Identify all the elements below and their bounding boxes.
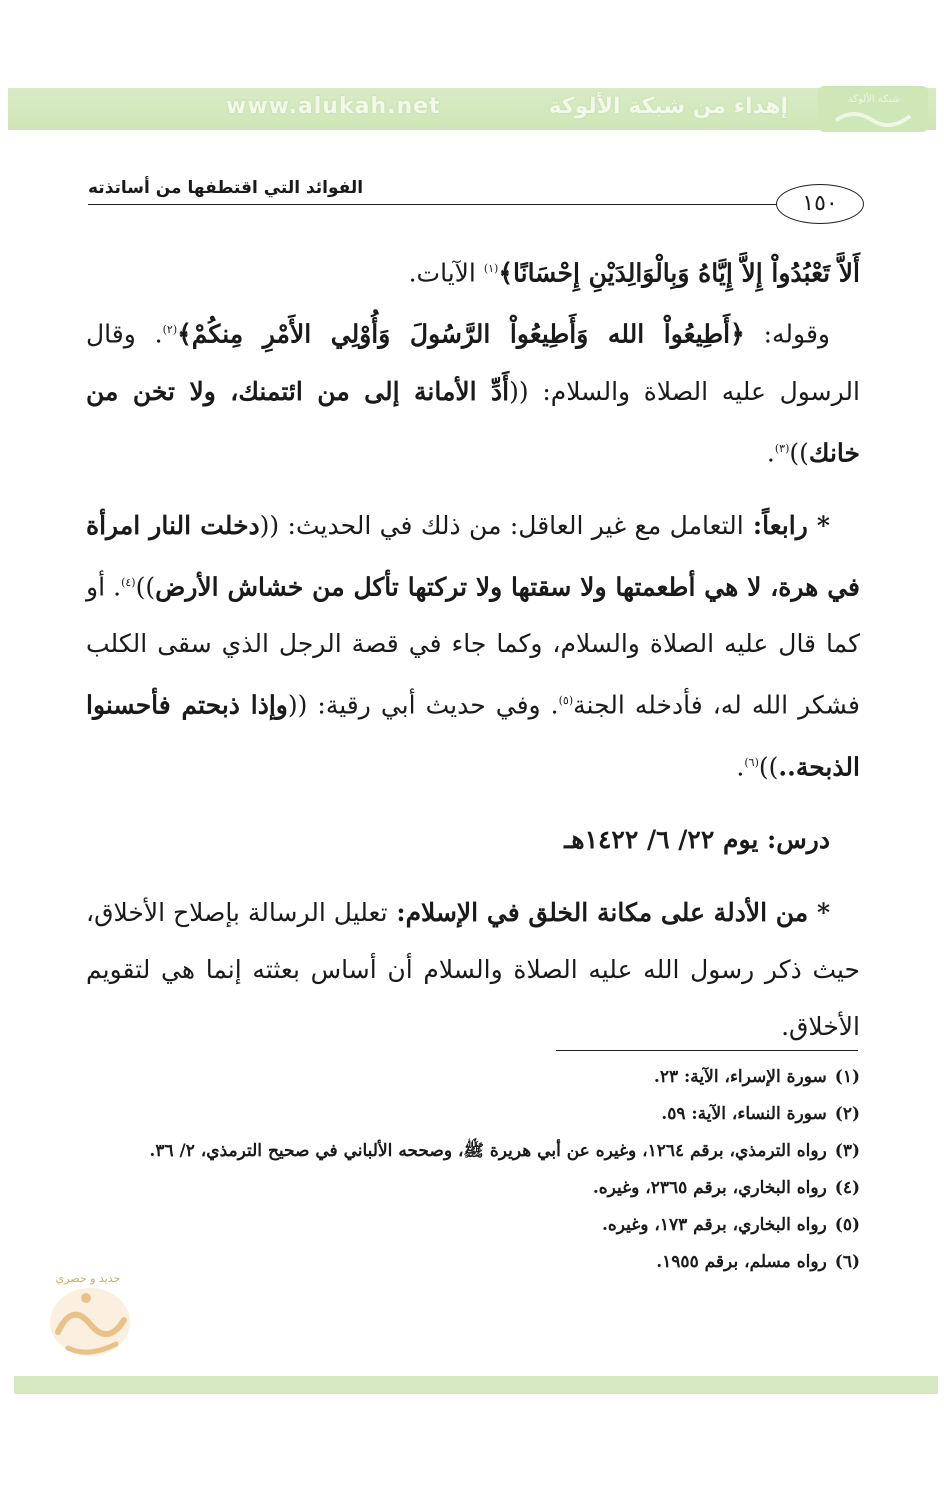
footnote-number: (٤): [834, 1178, 860, 1198]
p3-text-1: التعامل مع غير العاقل: من ذلك في الحديث: ((: [259, 510, 744, 540]
p2-lead: وقوله:: [744, 319, 830, 349]
top-banner: [8, 88, 936, 130]
footnote-text: رواه مسلم، برقم ١٩٥٥.: [656, 1252, 827, 1272]
paragraph-3: [86, 497, 860, 795]
paragraph-4: [86, 884, 860, 1055]
footnote-4: [86, 1173, 860, 1204]
p3-close-2: )): [758, 751, 779, 781]
footnote-rule: [556, 1050, 858, 1051]
running-title: الفوائد التي اقتطفها من أساتذته: [88, 178, 364, 198]
footnotes: [86, 1062, 860, 1284]
footnote-6: [86, 1247, 860, 1278]
bottom-banner: [14, 1376, 938, 1394]
p3-text-2: . أو كما قال عليه الصلاة والسلام، وكما جاء في قصة الرجل الذي سقى الكلب فشكر الله له، فأدخله الجنة: [86, 572, 860, 720]
footnote-text: رواه الترمذي، برقم ١٢٦٤، وغيره عن أبي هريرة ﷺ، وصححه الألباني في صحيح الترمذي، ٢/ ٣٦.: [149, 1141, 827, 1161]
p3-end: .: [736, 751, 745, 781]
footnote-1: [86, 1062, 860, 1093]
footnote-5: [86, 1210, 860, 1241]
footnote-ref-6[interactable]: (٦): [744, 755, 759, 769]
footnote-ref-4[interactable]: (٤): [121, 575, 136, 589]
page-header: [88, 174, 864, 216]
p2-mid: . وقال الرسول عليه الصلاة والسلام: ((: [86, 319, 860, 406]
footnote-number: (٥): [834, 1215, 860, 1235]
p4-lead: * من الأدلة على مكانة الخلق في الإسلام:: [387, 897, 831, 927]
hadith-3: وإذا ذبحتم فأحسنوا الذبحة..: [86, 690, 860, 781]
p3-lead: * رابعاً:: [743, 510, 830, 540]
verse-tail: الآيات.: [408, 258, 484, 288]
footnote-ref-5[interactable]: (٥): [558, 694, 574, 708]
paragraph-2: [86, 301, 860, 481]
site-url[interactable]: www.alukah.net: [226, 94, 441, 119]
footnote-text: سورة النساء، الآية: ٥٩.: [661, 1104, 827, 1124]
banner-gift-text: إهداء من شبكة الألوكة: [548, 94, 788, 119]
p4-text: تعليل الرسالة بإصلاح الأخلاق، حيث ذكر رسول الله عليه الصلاة والسلام أن أساس بعثته إنما هي لتقويم الأخلاق.: [86, 897, 860, 1041]
lesson-date: درس: يوم ٢٢/ ٦/ ١٤٢٢هـ: [564, 824, 830, 854]
footnote-text: رواه البخاري، برقم ٢٣٦٥، وغيره.: [592, 1178, 827, 1198]
footnote-number: (٣): [834, 1141, 860, 1161]
footnote-2: [86, 1099, 860, 1130]
p3-close: )): [135, 572, 156, 602]
alukah-logo-icon: [814, 80, 932, 136]
footnote-ref-3[interactable]: (٣): [774, 441, 790, 455]
logo-text: شبكة الألوكة: [847, 94, 901, 105]
quran-verse-1: أَلاَّ تَعْبُدُواْ إِلاَّ إِيَّاهُ وَبِالْوَالِدَيْنِ إِحْسَانًا﴾: [498, 258, 860, 288]
p2-close: )): [789, 437, 809, 467]
new-exclusive-stamp-icon: [28, 1262, 146, 1372]
footnote-text: سورة الإسراء، الآية: ٢٣.: [653, 1067, 827, 1087]
header-rule: [88, 204, 788, 205]
footnote-number: (٦): [834, 1252, 860, 1272]
paragraph-1: [86, 240, 860, 301]
page-number: ١٥٠: [776, 184, 864, 224]
footnote-number: (٢): [834, 1104, 860, 1124]
stamp-text: جديد و حصري: [55, 1272, 121, 1285]
quran-verse-2: ﴿أَطِيعُواْ الله وَأَطِيعُواْ الرَّسُولَ وَأُوْلِي الأَمْرِ مِنكُمْ﴾: [177, 319, 745, 349]
footnote-text: رواه البخاري، برقم ١٧٣، وغيره.: [601, 1215, 827, 1235]
footnote-number: (١): [834, 1067, 860, 1087]
p2-end: .: [766, 437, 775, 467]
hadith-2: دخلت النار امرأة في هرة، لا هي أطعمتها ولا سقتها ولا تركتها تأكل من خشاش الأرض: [86, 510, 860, 602]
footnote-ref-2[interactable]: (٢): [162, 323, 178, 337]
footnote-ref-1[interactable]: (١): [483, 262, 499, 275]
hadith-1: أَدِّ الأمانة إلى من ائتمنك، ولا تخن من خانك: [86, 376, 860, 467]
p3-text-3: . وفي حديث أبي رقية: ((: [287, 690, 559, 720]
footnote-3: [86, 1136, 860, 1167]
main-text: [86, 240, 860, 1055]
